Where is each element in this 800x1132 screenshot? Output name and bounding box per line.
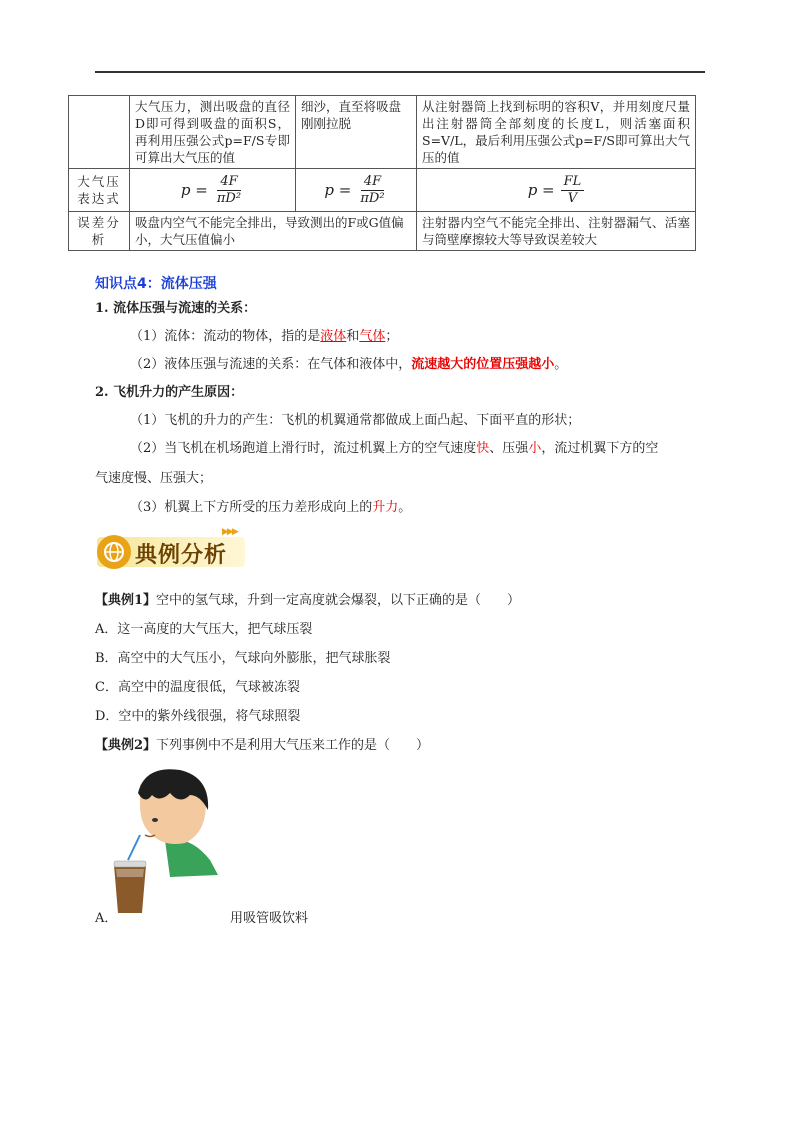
answer-gas: 气体: [359, 329, 386, 344]
cell-method-sand: 细沙，直至将吸盘刚刚拉脱: [296, 96, 417, 169]
text-line: 气速度慢、压强大；: [95, 471, 213, 486]
row-header-expression: 大气压表达式: [69, 169, 130, 212]
answer-key-point: 流速越大的位置压强越小: [411, 357, 555, 372]
table-row: [69, 96, 696, 169]
subheading-2: 2. 飞机升力的产生原因：: [95, 385, 244, 400]
answer-liquid: 液体: [320, 329, 347, 344]
text-line: （2）当飞机在机场跑道上滑行时，流过机翼上方的空气速度快、压强小，流过机翼下方的空: [130, 441, 659, 456]
banner-title: 典例分析: [135, 543, 228, 568]
option-a-text: 用吸管吸饮料: [230, 911, 309, 926]
table-row: [69, 212, 696, 251]
cell-error-suction: 吸盘内空气不能完全排出，导致测出的F或G值偏小，大气压值偏小: [130, 212, 417, 251]
option-a: A．这一高度的大气压大，把气球压裂: [95, 622, 313, 637]
text-line: （3）机翼上下方所受的压力差形成向上的升力。: [130, 500, 412, 515]
cell-method-syringe: 从注射器筒上找到标明的容积V，并用刻度尺量出注射器筒全部刻度的长度L，则活塞面积S=V/L，最后利用压强公式p=F/S即可算出大气压的值: [417, 96, 696, 169]
formula-2: p = $\frac{4F}{\text{πD²}}$: [296, 169, 417, 212]
header-rule: [95, 71, 705, 73]
example-1-question: 【典例1】空中的氢气球，升到一定高度就会爆裂，以下正确的是（ ）: [95, 593, 521, 608]
text-line: （1）飞机的升力的产生：飞机的机翼通常都做成上面凸起、下面平直的形状；: [130, 413, 581, 428]
globe-icon: [97, 535, 131, 569]
subheading-1: 1. 流体压强与流速的关系：: [95, 301, 257, 316]
row-header-error: 误差分析: [69, 212, 130, 251]
text-line: （2）液体压强与流速的关系：在气体和液体中，流速越大的位置压强越小。: [130, 357, 568, 372]
experiment-table: [68, 95, 696, 251]
option-b: B．高空中的大气压小，气球向外膨胀，把气球胀裂: [95, 651, 391, 666]
boy-drinking-illustration: [110, 765, 230, 920]
example-2-question: 【典例2】下列事例中不是利用大气压来工作的是（ ）: [95, 738, 430, 753]
table-row: [69, 169, 696, 212]
option-c: C．高空中的温度很低，气球被冻裂: [95, 680, 300, 695]
formula-1: p = $\frac{4F}{\text{πD²}}$: [130, 169, 296, 212]
cell-error-syringe: 注射器内空气不能完全排出、注射器漏气、活塞与筒壁摩擦较大等导致误差较大: [417, 212, 696, 251]
text-line: （1）流体：流动的物体，指的是液体和气体；: [130, 329, 399, 344]
example-banner: [97, 535, 247, 569]
option-d: D．空中的紫外线很强，将气球照裂: [95, 709, 301, 724]
row-header-empty: [69, 96, 130, 169]
cell-method-suction: 大气压力，测出吸盘的直径D即可得到吸盘的面积S，再利用压强公式p=F/S专即可算出大气压的值: [130, 96, 296, 169]
formula-3: p = $\frac{FL}{V}$: [417, 169, 696, 212]
section-title: 知识点4：流体压强: [95, 276, 217, 292]
option-a-label: A．: [95, 911, 118, 926]
arrows-icon: ▶▶▶: [222, 527, 237, 537]
